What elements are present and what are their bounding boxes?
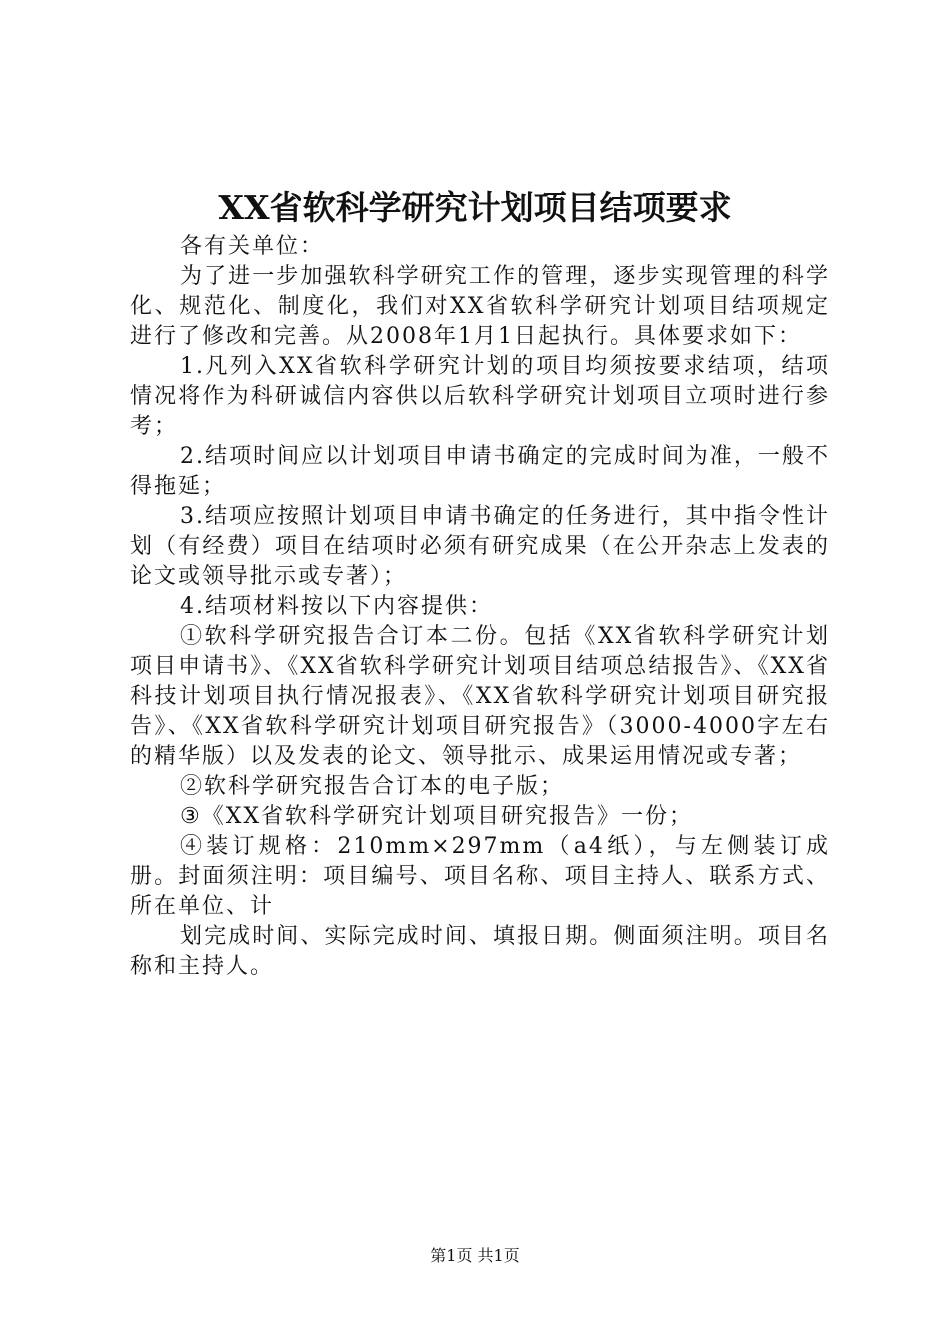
document-title: XX省软科学研究计划项目结项要求 xyxy=(218,188,732,227)
material-item-1: ①软科学研究报告合订本二份。包括《XX省软科学研究计划项目申请书》、《XX省软科学研究计划项目结项总结报告》、《XX省科技计划项目执行情况报表》、《XX省软科学研究计划项目研究报告》、《XX省软科学研究计划项目研究报告》（3000-4000字左右的精华版）以及发表的论文、领导批示、成果运用情况或专著； xyxy=(130,624,830,769)
requirement-3: 3.结项应按照计划项目申请书确定的任务进行，其中指令性计划（有经费）项目在结项时必须有研究成果（在公开杂志上发表的论文或领导批示或专著）； xyxy=(130,504,830,589)
intro-paragraph: 为了进一步加强软科学研究工作的管理，逐步实现管理的科学化、规范化、制度化，我们对XX省软科学研究计划项目结项规定进行了修改和完善。从2008年1月1日起执行。具体要求如下： xyxy=(130,264,830,349)
material-item-4: ④装订规格：210mm×297mm（a4纸），与左侧装订成册。封面须注明：项目编号、项目名称、项目主持人、联系方式、所在单位、计 xyxy=(130,834,830,919)
salutation: 各有关单位： xyxy=(180,234,325,259)
requirement-2: 2.结项时间应以计划项目申请书确定的完成时间为准，一般不得拖延； xyxy=(130,444,830,499)
material-item-2: ②软科学研究报告合订本的电子版； xyxy=(180,774,565,799)
material-item-4-continued: 划完成时间、实际完成时间、填报日期。侧面须注明。项目名称和主持人。 xyxy=(130,924,830,979)
page-footer: 第1页 共1页 xyxy=(430,1246,520,1265)
material-item-3: ③《XX省软科学研究计划项目研究报告》一份； xyxy=(180,804,694,829)
requirement-4: 4.结项材料按以下内容提供： xyxy=(180,594,493,619)
document-body xyxy=(130,232,830,982)
requirement-1: 1.凡列入XX省软科学研究计划的项目均须按要求结项，结项情况将作为科研诚信内容供以后软科学研究计划项目立项时进行参考； xyxy=(130,354,830,439)
